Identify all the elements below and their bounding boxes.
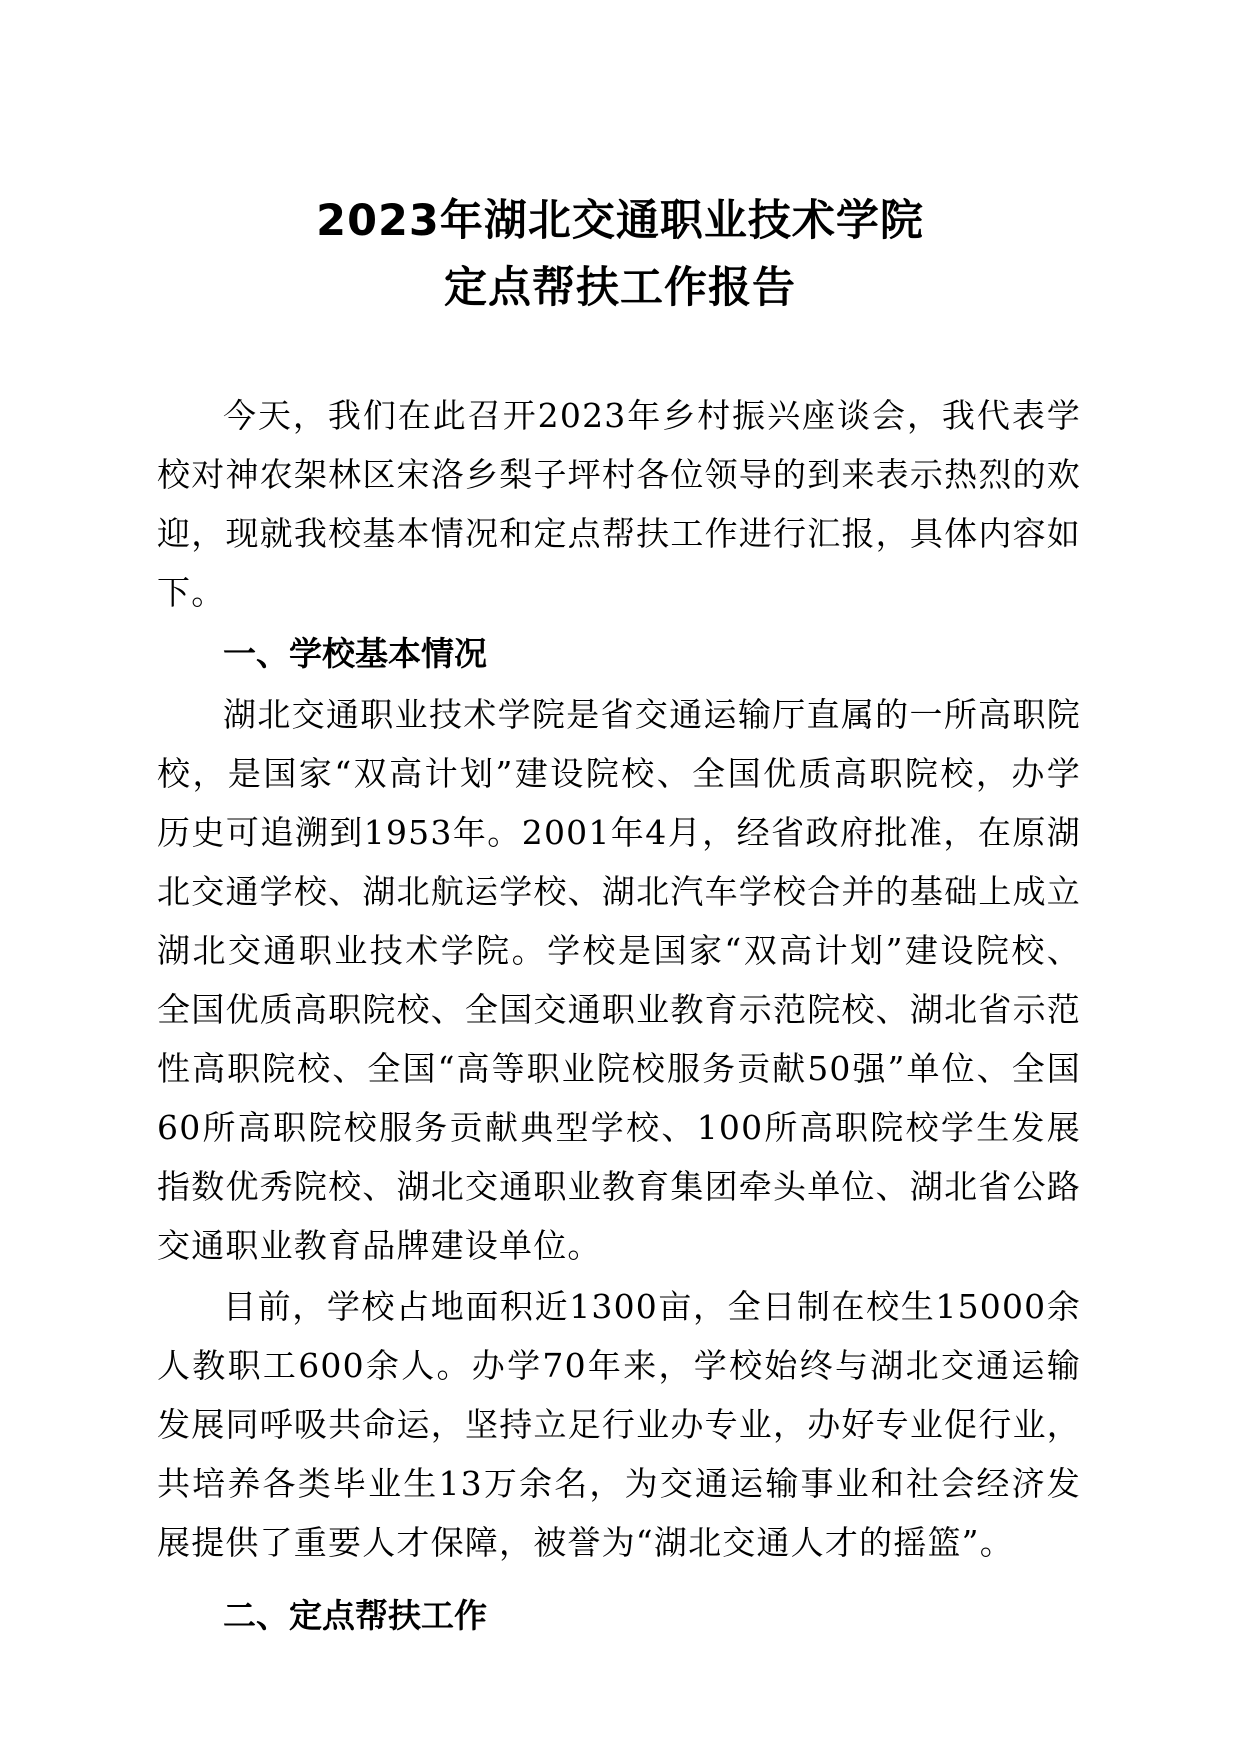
title-line-2: 定点帮扶工作报告 bbox=[444, 263, 796, 313]
section-1-paragraph-1: 湖北交通职业技术学院是省交通运输厅直属的一所高职院校，是国家“双高计划”建设院校、全国优质高职院校，办学历史可追溯到1953年。2001年4月，经省政府批准，在原湖北交通学校、湖北航运学校、湖北汽车学校合并的基础上成立湖北交通职业技术学院。学校是国家“双高计划”建设院校、全国优质高职院校、全国交通职业教育示范院校、湖北省示范性高职院校、全国“高等职业院校服务贡献50强”单位、全国60所高职院校服务贡献典型学校、100所高职院校学生发展指数优秀院校、湖北交通职业教育集团牵头单位、湖北省公路交通职业教育品牌建设单位。 bbox=[157, 695, 1081, 1265]
document-title bbox=[0, 188, 1240, 322]
document-body bbox=[157, 386, 1081, 1645]
section-1-paragraph-2: 目前，学校占地面积近1300亩，全日制在校生15000余人教职工600余人。办学70年来，学校始终与湖北交通运输发展同呼吸共命运，坚持立足行业办专业，办好专业促行业，共培养各类毕业生13万余名，为交通运输事业和社会经济发展提供了重要人才保障，被誉为“湖北交通人才的摇篮”。 bbox=[157, 1287, 1081, 1562]
section-2-heading: 二、定点帮扶工作 bbox=[223, 1596, 487, 1635]
intro-paragraph: 今天，我们在此召开2023年乡村振兴座谈会，我代表学校对神农架林区宋洛乡梨子坪村各位领导的到来表示热烈的欢迎，现就我校基本情况和定点帮扶工作进行汇报，具体内容如下。 bbox=[157, 396, 1081, 612]
section-1-heading: 一、学校基本情况 bbox=[223, 634, 487, 673]
title-line-1: 2023年湖北交通职业技术学院 bbox=[316, 196, 924, 246]
